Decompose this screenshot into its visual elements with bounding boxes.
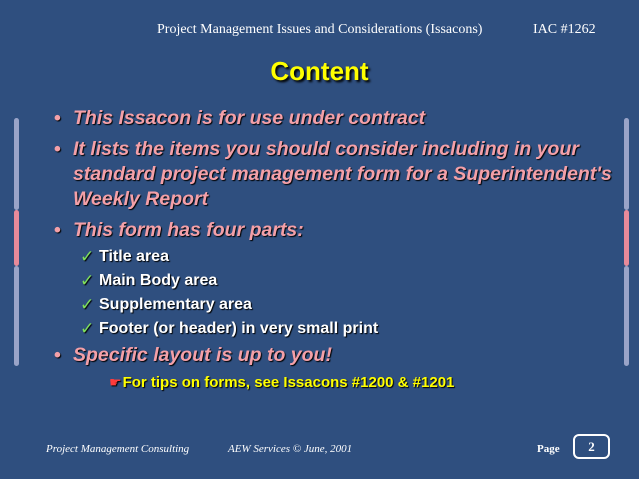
slide-header	[0, 22, 639, 42]
checkmark-icon: ✓	[80, 271, 95, 291]
right-accent-bar-top	[624, 118, 629, 210]
bullet-list	[54, 106, 614, 368]
sub-item	[80, 293, 614, 317]
right-accent-bar-middle	[624, 210, 629, 266]
tip-text: For tips on forms, see Issacons #1200 & #1201	[122, 374, 455, 391]
bullet-text: This form has four parts:	[73, 219, 304, 241]
sub-item	[80, 269, 614, 293]
tip-line	[109, 374, 454, 391]
sub-item-text: Title area	[99, 248, 169, 265]
header-code: IAC #1262	[533, 22, 596, 37]
footer-copyright: AEW Services © June, 2001	[228, 443, 353, 455]
bullet-text: This Issacon is for use under contract	[73, 107, 426, 129]
sub-list	[80, 245, 614, 341]
footer-page-label: Page	[537, 443, 560, 455]
left-accent-bar-top	[14, 118, 19, 210]
bullet-item	[54, 106, 614, 131]
left-accent-bar-middle	[14, 210, 19, 266]
checkmark-icon: ✓	[80, 295, 95, 315]
bullet-dot-icon: •	[54, 219, 61, 241]
checkmark-icon: ✓	[80, 247, 95, 267]
slide-footer	[0, 443, 639, 463]
left-accent-bar-bottom	[14, 266, 19, 366]
pointing-hand-icon: ☛	[109, 375, 122, 391]
bullet-dot-icon: •	[54, 344, 61, 366]
bullet-text: Specific layout is up to you!	[73, 344, 332, 366]
bullet-item	[54, 218, 614, 243]
bullet-dot-icon: •	[54, 138, 61, 160]
slide-title: Content	[270, 56, 369, 86]
footer-company: Project Management Consulting	[46, 443, 190, 455]
right-accent-bar-bottom	[624, 266, 629, 366]
bullet-text: It lists the items you should consider including in your standard project management form for a Superintendent's Weekly Report	[73, 138, 612, 210]
sub-item-text: Supplementary area	[99, 296, 252, 313]
checkmark-icon: ✓	[80, 319, 95, 339]
sub-item	[80, 245, 614, 269]
sub-item-text: Footer (or header) in very small print	[99, 320, 379, 337]
sub-item-text: Main Body area	[99, 272, 218, 289]
bullet-dot-icon: •	[54, 107, 61, 129]
header-title: Project Management Issues and Considerations (Issacons)	[157, 22, 483, 37]
bullet-item	[54, 137, 614, 212]
bullet-item	[54, 343, 614, 368]
page-number-box: 2	[573, 434, 610, 459]
sub-item	[80, 317, 614, 341]
